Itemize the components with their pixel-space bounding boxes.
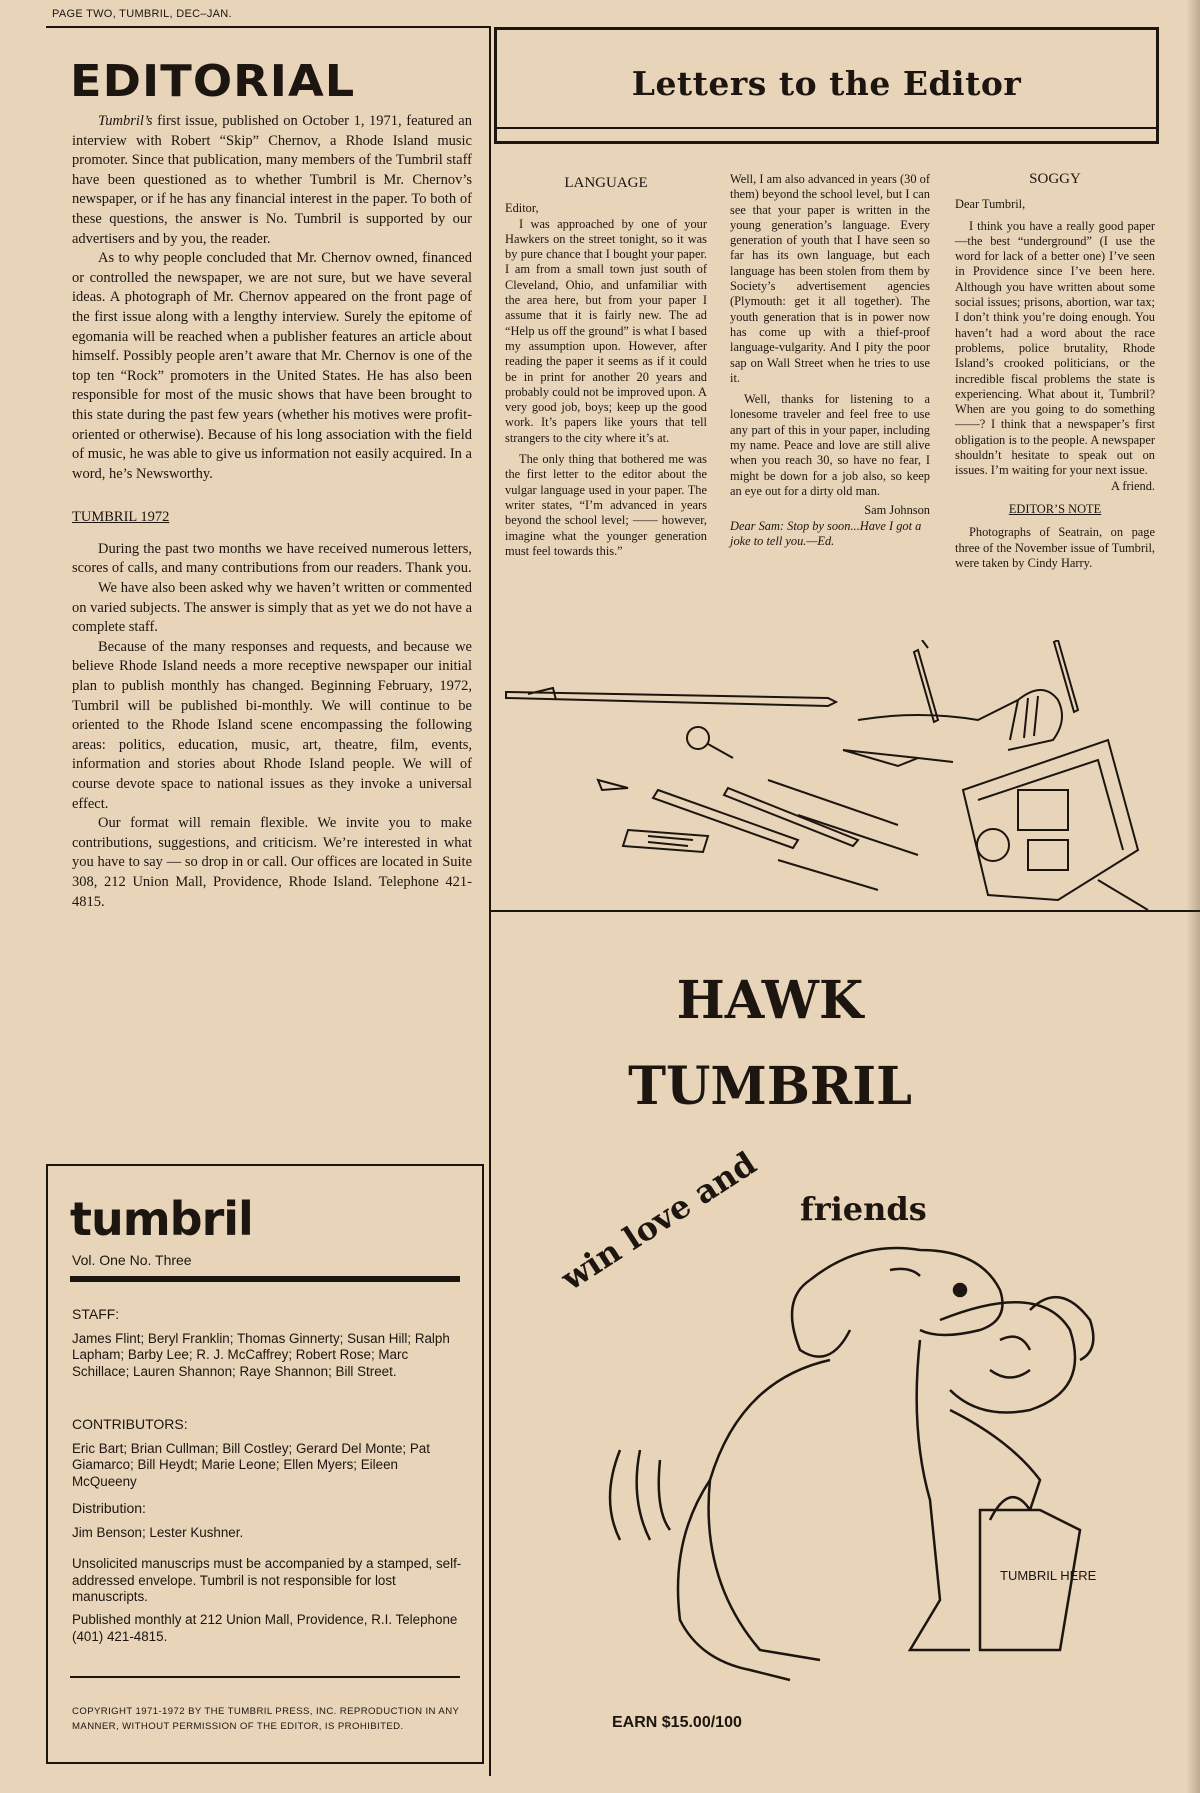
letter-paragraph: Well, I am also advanced in years (30 of them) beyond the school level, but I can see that your paper is written in the young generation’s language. Every generation of youth that I have seen so far has its own language, but each language has been stolen from them by Society’s advertisement agencies (Plymouth: get it all together). The youth generation that is in power now has come up with a thief-proof language-vulgarity. And I pity the poor sap on Wall Street when he tries to use it. (730, 172, 930, 385)
letter-paragraph: The only thing that bothered me was the first letter to the editor about the vulgar language used in your paper. The writer states, “I’m advanced in years beyond the school level; —— however, imagine what the younger generation must feel towards this.” (505, 452, 707, 558)
editor-reply: Dear Sam: Stop by soon...Have I got a joke to tell you.—Ed. (730, 518, 922, 548)
letter-paragraph: I think you have a really good paper—the best “underground” (I use the word for lack of a better one) I’ve seen in Providence since I’ve been here. Although you have written about some social issues; prisons, abortion, war tax; I don’t think you’re doing enough. You haven’t had a word about the race problems, police brutality, Rhode Island’s crooked politicians, or the incredible fiscal problems the state is experiencing. What about it, Tumbril? When are you going to do something——? I think that a newspaper’s first obligation is to the people. A newspaper shouldn’t hesitate to speak out on issues. I’m waiting for your next issue. (955, 218, 1155, 478)
section-rule (491, 910, 1200, 912)
editorial-paragraph: As to why people concluded that Mr. Chernov owned, financed or controlled the newspaper, we are not sure, but we have several ideas. A photograph of Mr. Chernov appeared on the front page of the first issue along with a lengthy interview. Surely the epitome of egomania will be reached when a publisher features an article about himself. Possibly people aren’t aware that Mr. Chernov is one of the top ten “Rock” promoters in the United States. He has also been responsible for most of the music shows that have been brought to this state during the past few years (whether his motives were profit-oriented or otherwise). Because of his long association with the field of music, he was able to give us information not easily acquired. In a word, he’s Newsworthy. (72, 250, 472, 482)
masthead-rule (70, 1676, 460, 1678)
dog-hugging-illustration (560, 1180, 1140, 1690)
letters-header-box (494, 27, 1159, 144)
unsolicited-note: Unsolicited manuscrips must be accompanied by a stamped, self-addressed envelope. Tumbril is not responsible for lost manuscripts. (72, 1556, 462, 1605)
copyright-notice: COPYRIGHT 1971-1972 BY THE TUMBRIL PRESS, INC. REPRODUCTION IN ANY MANNER, WITHOUT PERMISSION OF THE EDITOR, IS PROHIBITED. (72, 1706, 460, 1732)
editorial-body (72, 112, 472, 912)
editorial-paragraph: Our format will remain flexible. We invite you to make contributions, suggestions, and criticism. We’re interested in what you have to say — so drop in or call. Our offices are located in Suite 308, 212 Union Mall, Providence, Rhode Island. Telephone 421-4815. (72, 815, 472, 910)
hawk-tumbril-headline (564, 958, 976, 1130)
ad-line-1: HAWK (676, 970, 864, 1031)
letter-language (505, 176, 707, 559)
editors-note-heading: EDITOR’S NOTE (1008, 501, 1102, 516)
contributors-block (72, 1416, 462, 1490)
tumbril-logo: tumbril (70, 1192, 253, 1246)
column-rule (489, 26, 491, 1776)
masthead-bar (70, 1276, 460, 1282)
editorial-text: first issue, published on October 1, 1971, featured an interview with Robert “Skip” Chernov, a Rhode Island music promoter. Since that publication, many members of the Tumbril staff have been questioned as to whether Tumbril is Mr. Chernov’s newspaper, or if he has any financial interest in the paper. To both of these questions, the answer is No. Tumbril is supported by our advertisers and by you, the reader. (72, 113, 472, 247)
contributors-list: Eric Bart; Brian Cullman; Bill Costley; Gerard Del Monte; Pat Giamarco; Bill Heydt; Marie Leone; Ellen Myers; Eileen McQueeny (72, 1440, 430, 1489)
letters-title: Letters to the Editor (631, 64, 1022, 103)
page-folio: PAGE TWO, TUMBRIL, DEC–JAN. (52, 8, 232, 20)
distribution-label: Distribution: (72, 1500, 146, 1516)
earn-rate: EARN $15.00/100 (612, 1714, 742, 1731)
distribution-list: Jim Benson; Lester Kushner. (72, 1524, 244, 1540)
letter-continued (730, 172, 930, 549)
letter-heading: LANGUAGE (564, 175, 648, 191)
letter-salutation: Editor, (505, 201, 539, 216)
letter-soggy (955, 172, 1155, 571)
letter-heading: SOGGY (1029, 171, 1081, 187)
letter-signature: A friend. (1110, 478, 1155, 493)
staff-block (72, 1306, 462, 1380)
editorial-paragraph: During the past two months we have received numerous letters, scores of calls, and many contributions from our readers. Thank you. (72, 540, 472, 577)
staff-label: STAFF: (72, 1306, 120, 1322)
letter-paragraph: I was approached by one of your Hawkers on the street tonight, so it was by pure chance that I bought your paper. I am from a small town just south of Cleveland, Ohio, and unfamiliar with the area here, but from your paper I assume that it is fairly new. The ad “Help us off the ground” is what I based my assumption upon. However, after reading the paper it seems as if it could be in print for another 20 years and probably could not be improved upon. A very good job, boys; keep up the good work. It’s papers like yours that tell strangers to the city where it’s at. (505, 216, 707, 445)
editors-note-text: Photographs of Seatrain, on page three of the November issue of Tumbril, were taken by Cindy Harry. (955, 525, 1155, 570)
editorial-title: EDITORIAL (70, 56, 356, 107)
top-rule (46, 26, 491, 28)
letter-paragraph: Well, thanks for listening to a lonesome traveler and feel free to use any part of this in your paper, including my name. Peace and love are still alive when you reach 30, so have no fear, I might be down for a job also, so keep an eye out for a dirty old man. (730, 392, 930, 498)
letter-salutation: Dear Tumbril, (955, 197, 1026, 212)
editorial-paragraph: We have also been asked why we haven’t written or commented on varied subjects. The answer is simply that as yet we do not have a complete staff. (72, 580, 472, 636)
volume-label: Vol. One No. Three (72, 1252, 192, 1268)
win-love-and-text: win love and (554, 1144, 763, 1298)
bag-label: TUMBRIL HERE (1000, 1568, 1097, 1583)
editorial-paragraph: Because of the many responses and requests, and because we believe Rhode Island needs a more receptive newspaper our initial plan to publish monthly has changed. Beginning February, 1972, Tumbril will be published bi-monthly. We will continue to be oriented to the Rhode Island scene encompassing the following areas: politics, education, music, art, theatre, film, events, information and stories about Rhode Island people. We will of course devote space to national issues as they invoke a universal effect. (72, 638, 472, 812)
letter-signature: Sam Johnson (864, 503, 930, 518)
editorial-paragraph (72, 112, 472, 249)
ad-line-2: TUMBRIL (628, 1056, 912, 1117)
published-note: Published monthly at 212 Union Mall, Providence, R.I. Telephone (401) 421-4815. (72, 1612, 458, 1644)
contributors-label: CONTRIBUTORS: (72, 1416, 188, 1432)
friends-text: friends (800, 1190, 927, 1228)
staff-list: James Flint; Beryl Franklin; Thomas Ginnerty; Susan Hill; Ralph Lapham; Barby Lee; R. J. McCaffrey; Robert Rose; Marc Schillace; Lauren Shannon; Raye Shannon; Bill Street. (72, 1330, 450, 1379)
flying-pens-illustration (498, 640, 1158, 910)
masthead-box (46, 1164, 484, 1764)
italic-title: Tumbril’s (98, 113, 153, 129)
letters-header-rule (497, 127, 1156, 129)
distribution-block (72, 1500, 462, 1541)
editorial-subhead: TUMBRIL 1972 (72, 509, 170, 526)
page-fold-shadow (1186, 0, 1200, 1793)
